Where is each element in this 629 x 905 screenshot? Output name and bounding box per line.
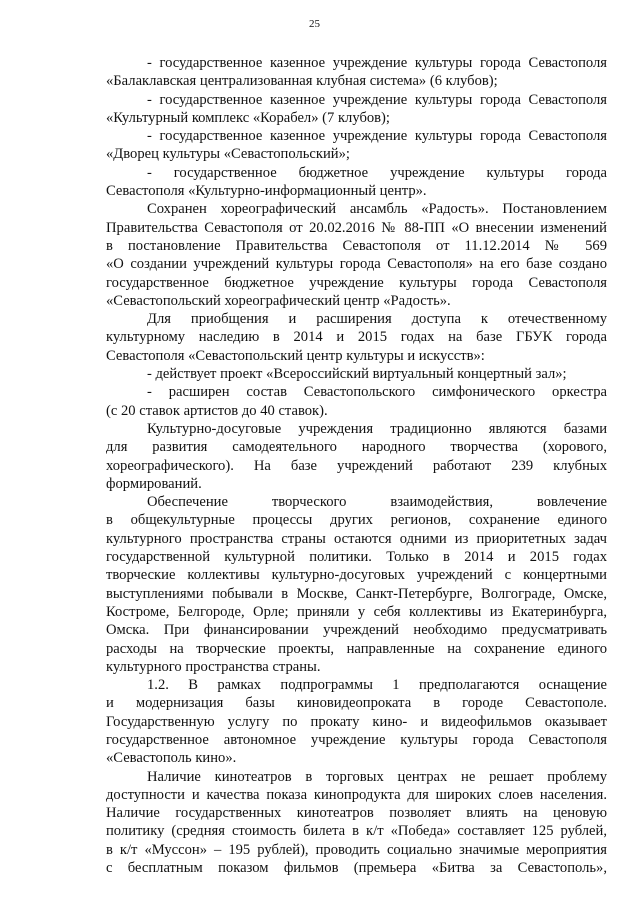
text-line: в постановление Правительства Севастополя от 11.12.2014 № 569 bbox=[106, 237, 607, 254]
text-line: государственной культурной политики. Только в 2014 и 2015 годах bbox=[106, 549, 607, 566]
text-line: Правительства Севастополя от 20.02.2016 № 88-ПП «О внесении изменений bbox=[106, 219, 607, 236]
text-line: культурного пространства страны. bbox=[106, 658, 321, 675]
text-line: Наличие кинотеатров в торговых центрах не решает проблему bbox=[147, 768, 607, 785]
text-line: «Культурный комплекс «Корабел» (7 клубов); bbox=[106, 109, 390, 126]
text-line: «Севастопольский хореографический центр «Радость». bbox=[106, 292, 451, 309]
text-line: и модернизация базы киновидеопроката в городе Севастополе. bbox=[106, 695, 607, 712]
text-line: - государственное казенное учреждение культуры города Севастополя bbox=[147, 128, 607, 145]
text-line: расходы на творческие проекты, направленные на сохранение единого bbox=[106, 640, 607, 657]
text-line: творческие коллективы культурно-досуговых учреждений с концертными bbox=[106, 567, 607, 584]
text-line: «О создании учреждений культуры города Севастополя» на его базе создано bbox=[106, 256, 607, 273]
text-line: Наличие государственных кинотеатров позволяет влиять на ценовую bbox=[106, 805, 607, 822]
text-line: 1.2. В рамках подпрограммы 1 предполагаются оснащение bbox=[147, 677, 607, 694]
text-line: Костроме, Белгороде, Орле; приняли у себя коллективы из Екатеринбурга, bbox=[106, 603, 607, 620]
text-line: Омска. При финансировании учреждений необходимо предусматривать bbox=[106, 622, 607, 639]
text-line: Севастополя «Культурно-информационный центр». bbox=[106, 183, 427, 200]
text-line: доступности и качества показа кинопродукта для широких слоев населения. bbox=[106, 786, 607, 803]
text-line: в к/т «Муссон» – 195 рублей), проводить социально значимые мероприятия bbox=[106, 841, 607, 858]
text-line: Государственную услугу по прокату кино- и видеофильмов оказывает bbox=[106, 713, 607, 730]
text-line: формирований. bbox=[106, 475, 202, 492]
text-line: государственное бюджетное учреждение культуры города Севастополя bbox=[106, 274, 607, 291]
text-line: - государственное казенное учреждение культуры города Севастополя bbox=[147, 91, 607, 108]
text-line: - действует проект «Всероссийский виртуальный концертный зал»; bbox=[147, 366, 567, 383]
text-line: - государственное казенное учреждение культуры города Севастополя bbox=[147, 55, 607, 71]
text-line: - расширен состав Севастопольского симфонического оркестра bbox=[147, 384, 607, 401]
document-body bbox=[106, 54, 607, 877]
text-line: Для приобщения и расширения доступа к отечественному bbox=[147, 311, 607, 328]
text-line: культурного пространства страны остаются одними из приоритетных задач bbox=[106, 530, 607, 547]
text-line: - государственное бюджетное учреждение культуры города bbox=[147, 164, 607, 181]
text-line: «Балаклавская централизованная клубная система» (6 клубов); bbox=[106, 73, 498, 90]
text-line: политику (средняя стоимость билета в к/т «Победа» составляет 125 рублей, bbox=[106, 823, 607, 840]
text-line: государственное автономное учреждение культуры города Севастополя bbox=[106, 731, 607, 748]
text-line: (с 20 ставок артистов до 40 ставок). bbox=[106, 402, 328, 419]
text-line: в общекультурные процессы других регионов, сохранение единого bbox=[106, 512, 607, 529]
text-line: культурному наследию в 2014 и 2015 годах на базе ГБУК города bbox=[106, 329, 607, 346]
text-line: Севастополя «Севастопольский центр культуры и искусств»: bbox=[106, 347, 485, 364]
text-line: хореографического). На базе учреждений работают 239 клубных bbox=[106, 457, 607, 474]
page-number: 25 bbox=[309, 18, 320, 30]
text-line: Обеспечение творческого взаимодействия, вовлечение bbox=[147, 494, 607, 511]
text-line: для развития самодеятельного народного творчества (хорового, bbox=[106, 439, 607, 456]
text-line: «Дворец культуры «Севастопольский»; bbox=[106, 146, 350, 163]
text-line: с бесплатным показом фильмов (премьера «Битва за Севастополь», bbox=[106, 860, 607, 877]
text-line: выступлениями побывали в Москве, Санкт-Петербурге, Волгограде, Омске, bbox=[106, 585, 607, 602]
text-line: Сохранен хореографический ансамбль «Радость». Постановлением bbox=[147, 201, 607, 218]
text-line: Культурно-досуговые учреждения традиционно являются базами bbox=[147, 420, 607, 437]
text-line: «Севастополь кино». bbox=[106, 750, 237, 767]
